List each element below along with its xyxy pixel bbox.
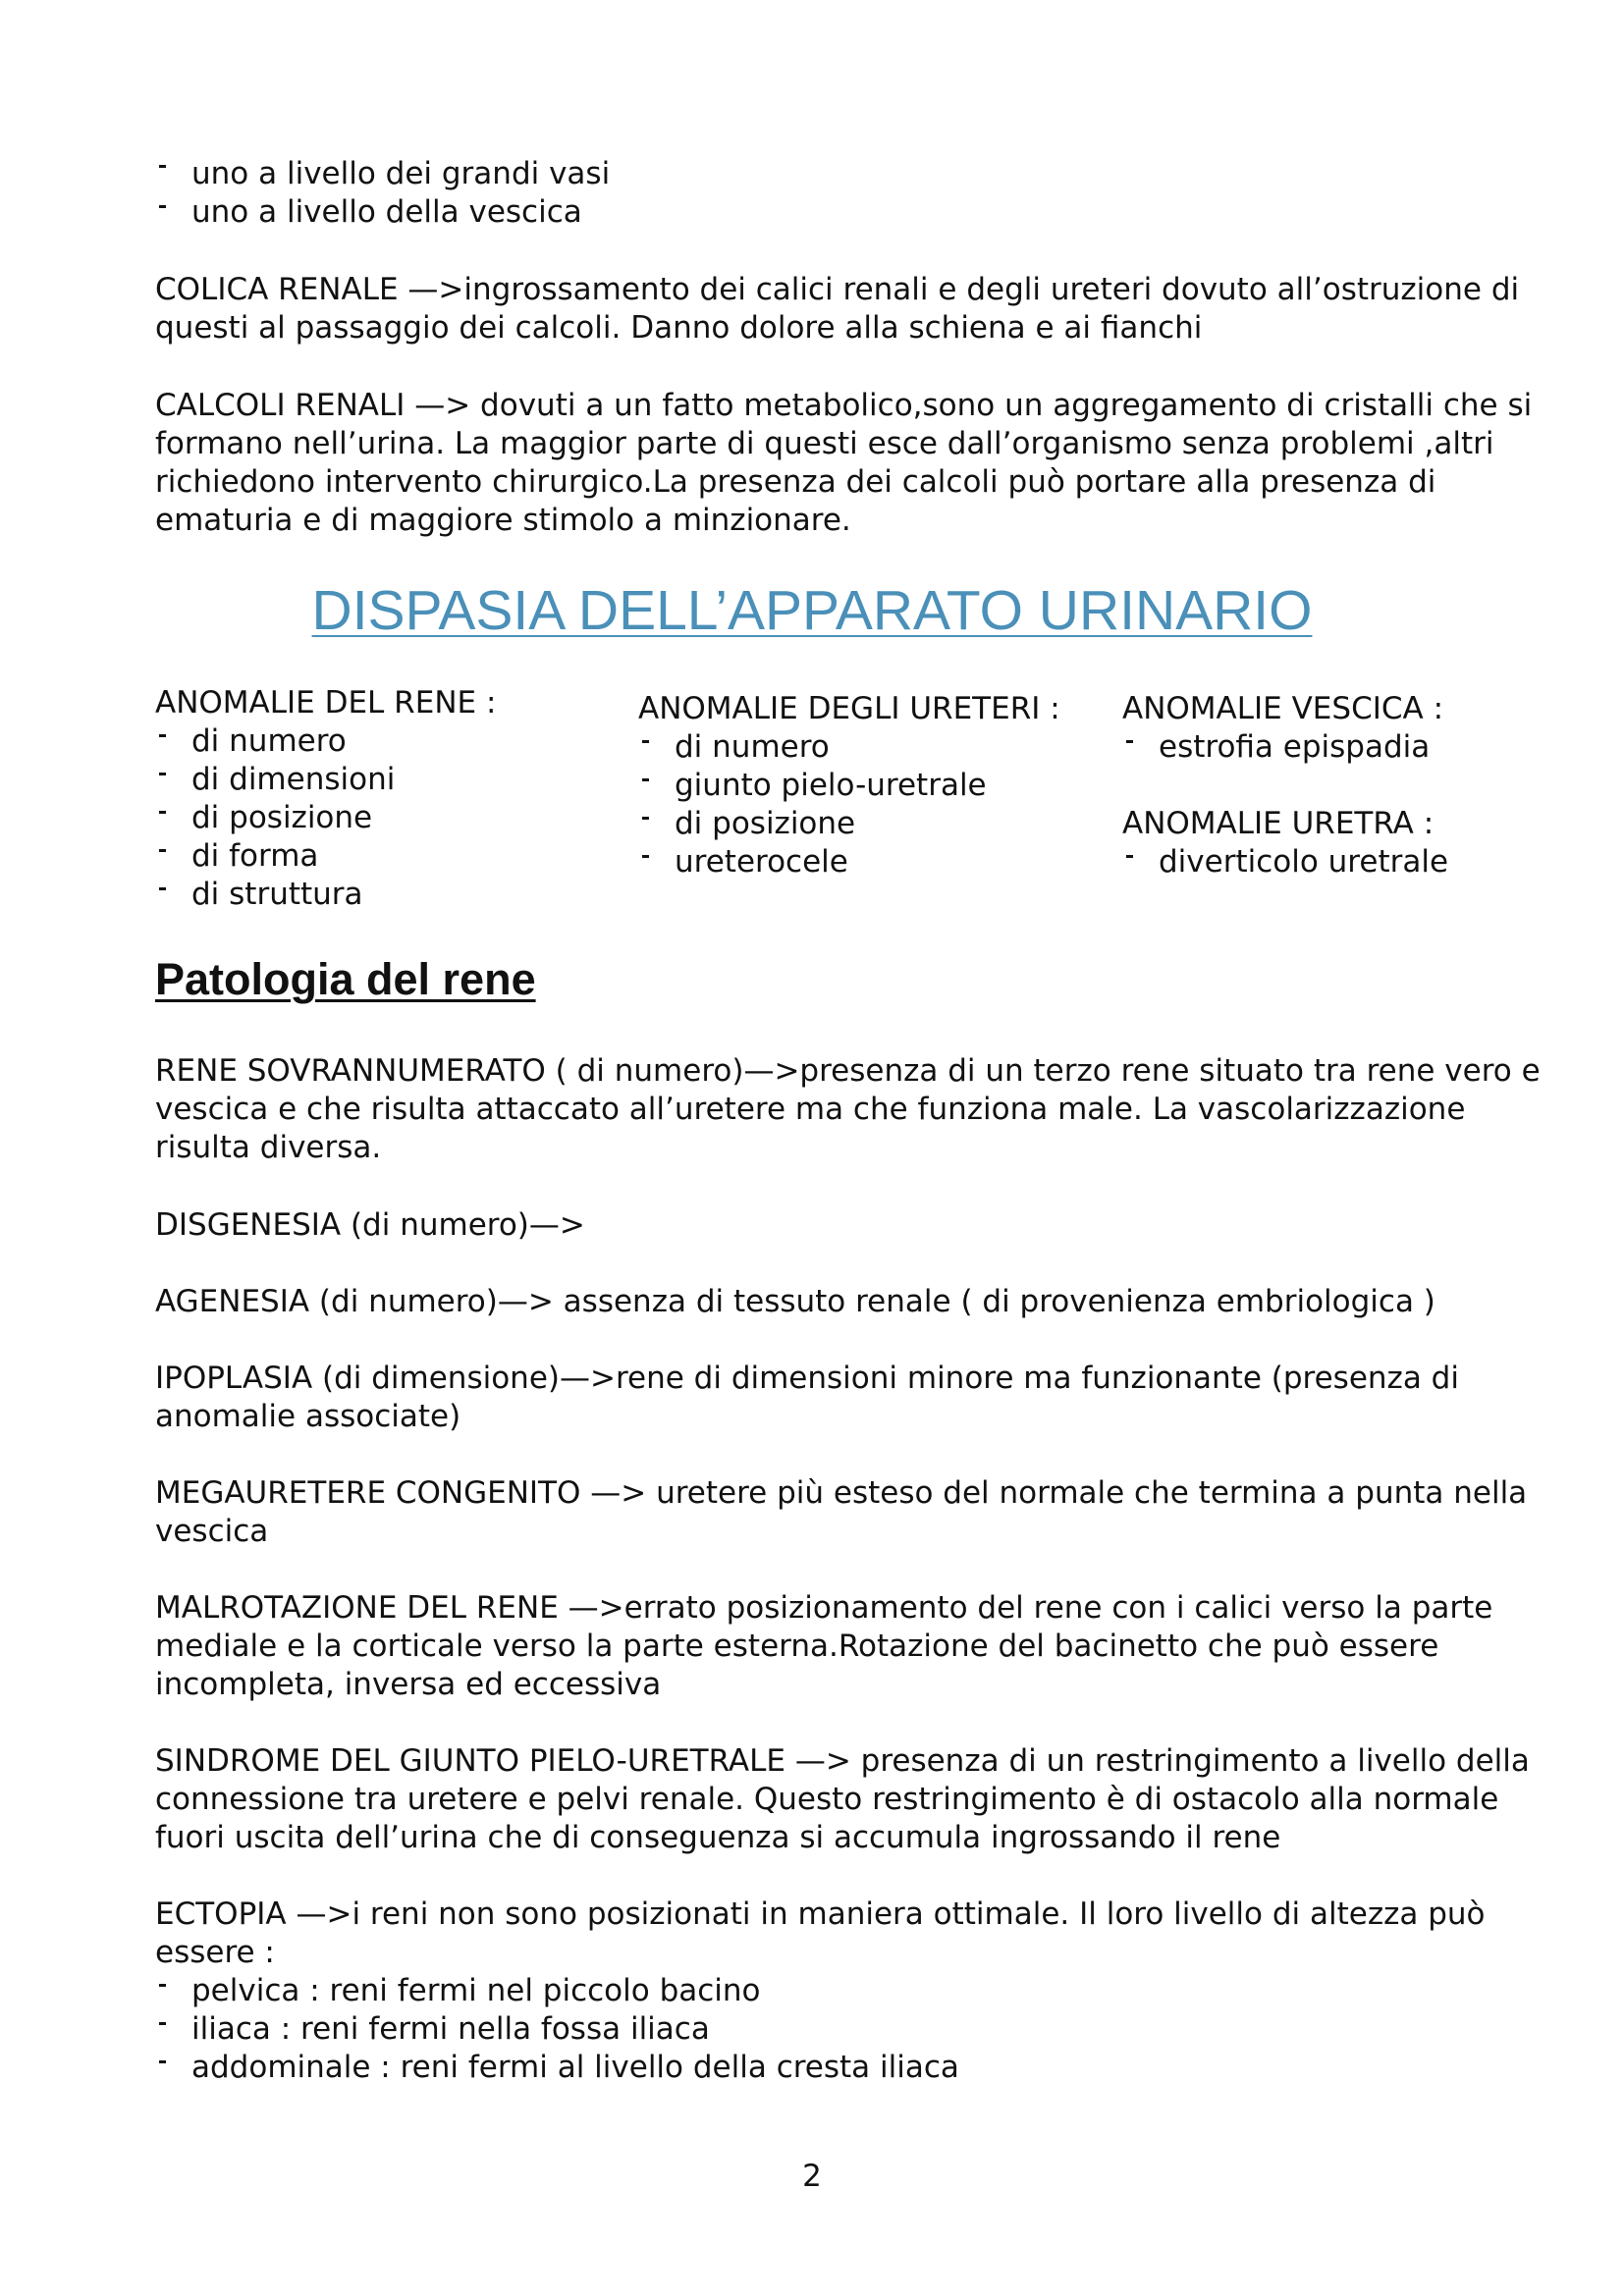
anomalie-vescica-list: [1122, 728, 1430, 767]
text-line: IPOPLASIA (di dimensione)—>rene di dimensioni minore ma funzionante (presenza di: [155, 1361, 1459, 1396]
list-item: uno a livello dei grandi vasi: [155, 155, 610, 193]
list-item: uno a livello della vescica: [155, 193, 610, 232]
text-line: richiedono intervento chirurgico.La presenza dei calcoli può portare alla presenza di: [155, 464, 1436, 500]
section-heading: Patologia del rene: [155, 954, 536, 1004]
list-item: di posizione: [638, 805, 987, 843]
anomalie-rene-list: [155, 722, 395, 914]
text-line: incompleta, inversa ed eccessiva: [155, 1667, 662, 1702]
anomalie-rene-title: ANOMALIE DEL RENE :: [155, 685, 497, 721]
disgenesia-paragraph: [155, 1206, 1490, 1245]
ipoplasia-paragraph: [155, 1360, 1490, 1436]
text-line: essere :: [155, 1935, 275, 1970]
anomalie-ureteri-list: [638, 728, 987, 881]
list-item: diverticolo uretrale: [1122, 843, 1448, 881]
ectopia-list: [155, 1972, 959, 2087]
list-item: estrofia epispadia: [1122, 728, 1430, 767]
text-line: COLICA RENALE —>ingrossamento dei calici renali e degli ureteri dovuto all’ostruzione di: [155, 272, 1520, 307]
sindrome-giunto-paragraph: [155, 1742, 1530, 1857]
text-line: vescica e che risulta attaccato all’uretere ma che funziona male. La vascolarizzazione: [155, 1092, 1466, 1127]
malrotazione-paragraph: [155, 1589, 1493, 1704]
list-item: di numero: [155, 722, 395, 761]
text-line: CALCOLI RENALI —> dovuti a un fatto metabolico,sono un aggregamento di cristalli che si: [155, 388, 1533, 423]
main-heading: DISPASIA DELL’APPARATO URINARIO: [311, 579, 1313, 642]
text-line: RENE SOVRANNUMERATO ( di numero)—>presenza di un terzo rene situato tra rene vero e: [155, 1053, 1541, 1089]
list-item: pelvica : reni fermi nel piccolo bacino: [155, 1972, 959, 2010]
list-item: addominale : reni fermi al livello della cresta iliaca: [155, 2049, 959, 2087]
text-line: MEGAURETERE CONGENITO —> uretere più esteso del normale che termina a punta nella: [155, 1475, 1528, 1511]
text-line: SINDROME DEL GIUNTO PIELO-URETRALE —> presenza di un restringimento a livello della: [155, 1743, 1530, 1779]
calcoli-renali-paragraph: [155, 387, 1533, 540]
text-line: fuori uscita dell’urina che di conseguenza si accumula ingrossando il rene: [155, 1820, 1281, 1855]
top-list: [155, 155, 610, 232]
text-line: AGENESIA (di numero)—> assenza di tessuto renale ( di provenienza embriologica ): [155, 1284, 1435, 1319]
anomalie-vescica-title: ANOMALIE VESCICA :: [1122, 691, 1444, 726]
page-number: 2: [802, 2159, 822, 2194]
text-line: questi al passaggio dei calcoli. Danno dolore alla schiena e ai fianchi: [155, 310, 1203, 346]
agenesia-paragraph: [155, 1283, 1490, 1321]
text-line: vescica: [155, 1514, 269, 1549]
text-line: DISGENESIA (di numero)—>: [155, 1207, 585, 1243]
ectopia-paragraph: [155, 1896, 1490, 1972]
text-line: ematuria e di maggiore stimolo a minzionare.: [155, 503, 851, 538]
list-item: giunto pielo-uretrale: [638, 767, 987, 805]
text-line: risulta diversa.: [155, 1130, 382, 1165]
anomalie-uretra-title: ANOMALIE URETRA :: [1122, 806, 1435, 841]
text-line: MALROTAZIONE DEL RENE —>errato posizionamento del rene con i calici verso la parte: [155, 1590, 1493, 1626]
list-item: iliaca : reni fermi nella fossa iliaca: [155, 2010, 959, 2049]
list-item: di forma: [155, 837, 395, 876]
list-item: di struttura: [155, 876, 395, 914]
anomalie-ureteri-title: ANOMALIE DEGLI URETERI :: [638, 691, 1060, 726]
text-line: formano nell’urina. La maggior parte di questi esce dall’organismo senza problemi ,altri: [155, 426, 1494, 461]
megauretere-paragraph: [155, 1474, 1528, 1551]
text-line: mediale e la corticale verso la parte esterna.Rotazione del bacinetto che può essere: [155, 1629, 1439, 1664]
list-item: di dimensioni: [155, 761, 395, 799]
list-item: di numero: [638, 728, 987, 767]
list-item: ureterocele: [638, 843, 987, 881]
anomalie-uretra-list: [1122, 843, 1448, 881]
colica-renale-paragraph: [155, 271, 1520, 347]
text-line: anomalie associate): [155, 1399, 461, 1434]
text-line: ECTOPIA —>i reni non sono posizionati in maniera ottimale. Il loro livello di altezza può: [155, 1896, 1486, 1932]
list-item: di posizione: [155, 799, 395, 837]
rene-sovrannumerato-paragraph: [155, 1052, 1541, 1167]
text-line: connessione tra uretere e pelvi renale. Questo restringimento è di ostacolo alla normale: [155, 1782, 1499, 1817]
